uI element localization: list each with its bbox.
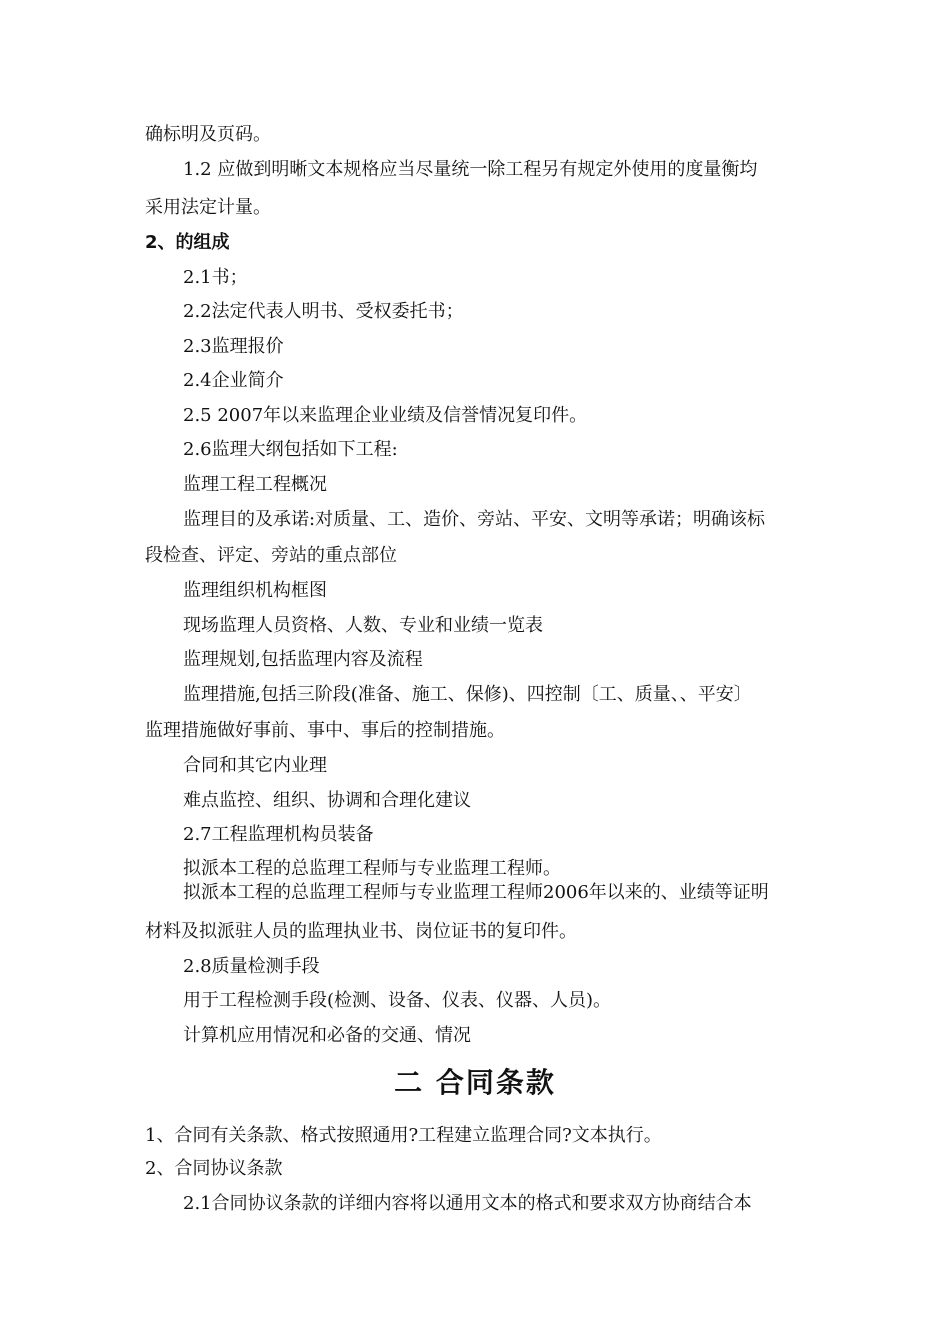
text-line: 2.5 2007年以来监理企业业绩及信誉情况复印件。 [183,405,588,426]
text-line: 监理措施做好事前、事中、事后的控制措施。 [145,720,505,741]
text-line: 确标明及页码。 [145,124,271,145]
text-line: 2.6监理大纲包括如下工程: [183,439,398,460]
text-line: 监理规划,包括监理内容及流程 [183,649,423,670]
text-line: 1.2 应做到明晰文本规格应当尽量统一除工程另有规定外使用的度量衡均 [183,159,758,180]
page-title: 二 合同条款 [394,1066,556,1099]
text-line: 拟派本工程的总监理工程师与专业监理工程师。 [183,858,561,879]
text-line: 监理组织机构框图 [183,580,327,601]
text-line: 2、合同协议条款 [145,1158,283,1179]
text-line: 段检查、评定、旁站的重点部位 [145,545,397,566]
text-line: 2.3监理报价 [183,336,284,357]
text-line: 合同和其它内业理 [183,755,327,776]
text-line: 监理目的及承诺:对质量、工、造价、旁站、平安、文明等承诺；明确该标 [183,509,766,530]
text-line: 2.1书； [183,267,248,288]
text-line: 监理措施,包括三阶段(准备、施工、保修)、四控制〔工、质量、、平安〕 [183,684,752,705]
text-line: 用于工程检测手段(检测、设备、仪表、仪器、人员)。 [183,990,612,1011]
text-line: 现场监理人员资格、人数、专业和业绩一览表 [183,615,543,636]
text-line: 监理工程工程概况 [183,474,327,495]
text-line: 采用法定计量。 [145,197,271,218]
text-line: 1、合同有关条款、格式按照通用?工程建立监理合同?文本执行。 [145,1125,662,1146]
text-line: 2.4企业简介 [183,370,284,391]
text-line: 2.2法定代表人明书、受权委托书； [183,301,464,322]
text-line: 2.7工程监理机构员装备 [183,824,374,845]
text-line: 2.1合同协议条款的详细内容将以通用文本的格式和要求双方协商结合本 [183,1193,752,1214]
text-line: 难点监控、组织、协调和合理化建议 [183,790,471,811]
text-line: 2.8质量检测手段 [183,956,320,977]
text-line: 材料及拟派驻人员的监理执业书、岗位证书的复印件。 [145,921,577,942]
section-heading: 2、的组成 [145,232,230,253]
text-line: 计算机应用情况和必备的交通、情况 [183,1025,471,1046]
text-line: 拟派本工程的总监理工程师与专业监理工程师2006年以来的、业绩等证明 [183,882,769,903]
